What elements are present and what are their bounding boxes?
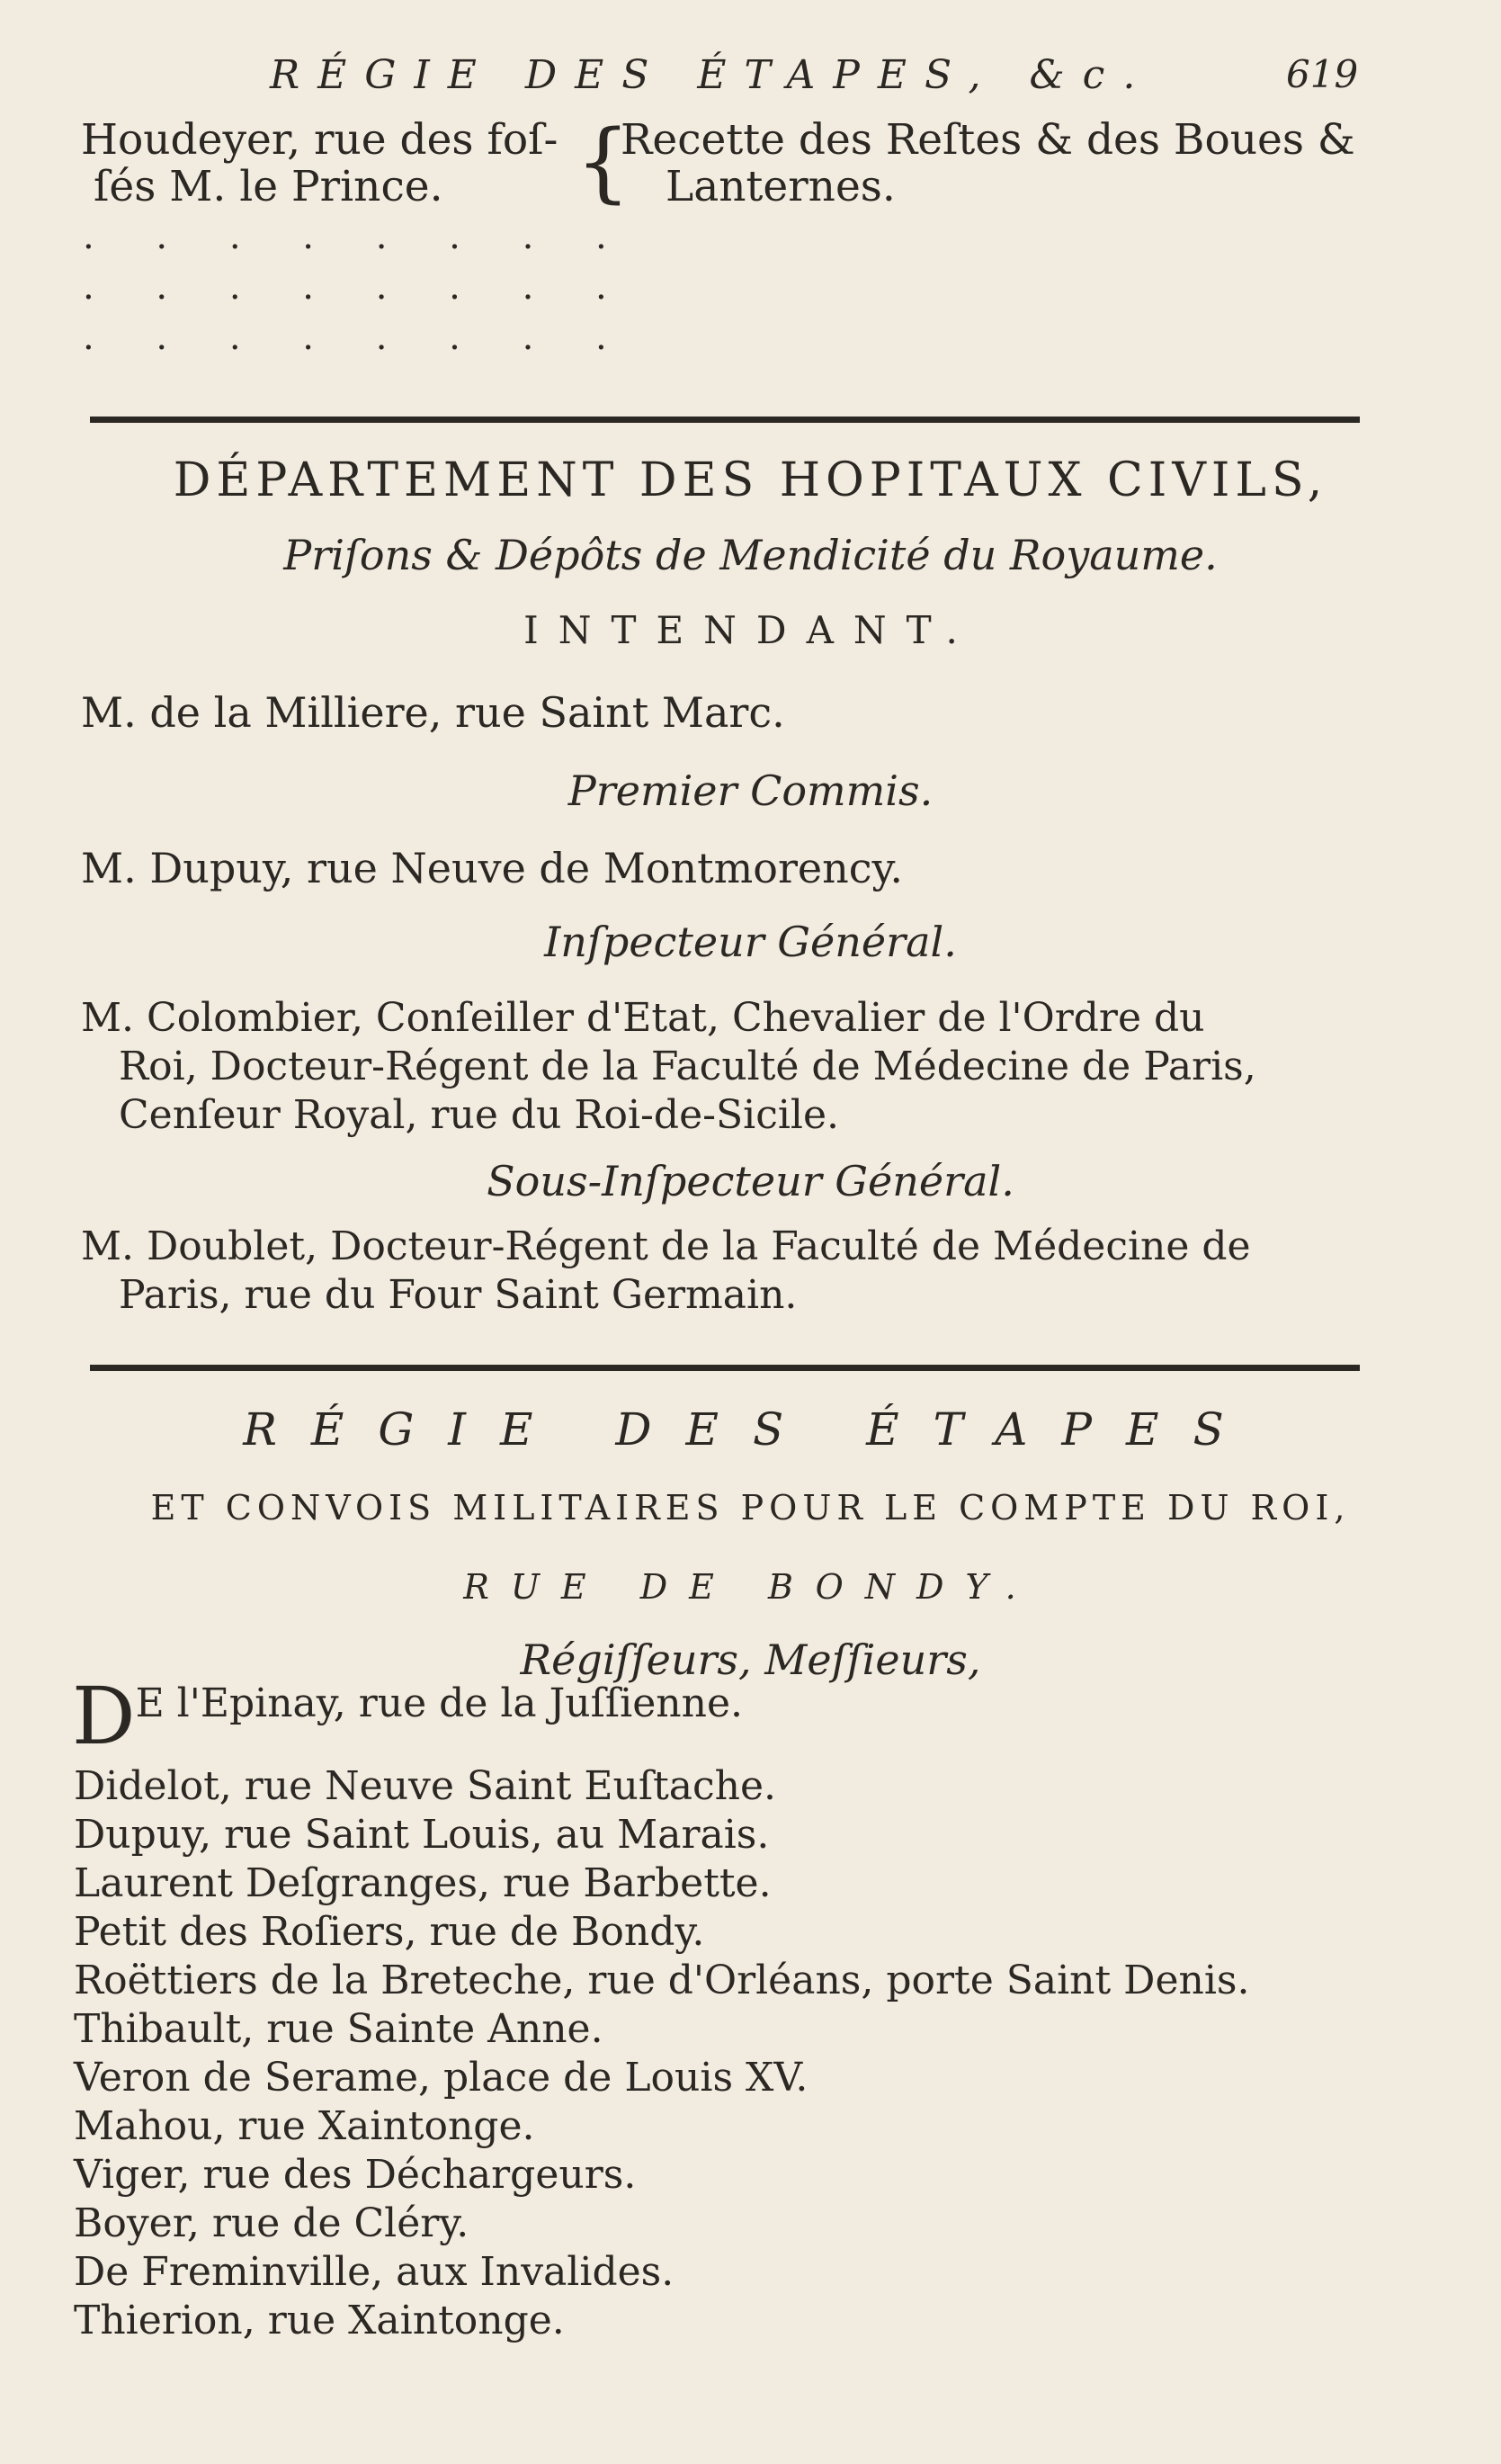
heading-premier-commis: Premier Commis.: [567, 766, 934, 815]
brace: {: [576, 112, 631, 212]
intendant-entry: M. de la Milliere, rue Saint Marc.: [81, 688, 785, 737]
list-item: Roëttiers de la Breteche, rue d'Orléans, porte Saint Denis.: [74, 1958, 1250, 2003]
heading-regisseurs: Régiſſeurs, Meſſieurs,: [520, 1635, 981, 1684]
list-item: [72, 1670, 743, 1762]
list-item: Thierion, rue Xaintonge.: [74, 2298, 565, 2343]
top-right-line-1: Recette des Reſtes & des Boues &: [621, 115, 1355, 165]
section-address: RUE DE BONDY.: [463, 1567, 1038, 1607]
drop-cap: D: [72, 1670, 136, 1762]
divider-rule: [90, 1365, 1360, 1371]
inspecteur-line-2: Roi, Docteur-Régent de la Faculté de Médecine de Paris,: [119, 1044, 1256, 1089]
running-head: [0, 52, 1501, 106]
inspecteur-line-1: M. Colombier, Conſeiller d'Etat, Chevalier de l'Ordre du: [81, 995, 1205, 1041]
page-number: 619: [1286, 52, 1359, 96]
top-left-line-2: ſés M. le Prince.: [94, 162, 443, 211]
list-item: Dupuy, rue Saint Louis, au Marais.: [74, 1812, 770, 1858]
divider-rule: [90, 417, 1360, 423]
sous-inspecteur-line-1: M. Doublet, Docteur-Régent de la Faculté de Médecine de: [81, 1223, 1251, 1269]
section-subtitle: Priſons & Dépôts de Mendicité du Royaume.: [283, 531, 1218, 579]
dot-row: . . . . . . . .: [83, 216, 632, 257]
top-right-line-2: Lanternes.: [666, 162, 896, 211]
section-subtitle: ET CONVOIS MILITAIRES POUR LE COMPTE DU ROI,: [150, 1488, 1351, 1528]
inspecteur-line-3: Cenſeur Royal, rue du Roi-de-Sicile.: [119, 1092, 840, 1138]
top-left-line-1: Houdeyer, rue des foſ-: [81, 115, 558, 165]
list-item: Laurent Deſgranges, rue Barbette.: [74, 1860, 772, 1906]
sous-inspecteur-line-2: Paris, rue du Four Saint Germain.: [119, 1272, 798, 1318]
list-item: Veron de Serame, place de Louis XV.: [74, 2055, 809, 2101]
list-item: De Freminville, aux Invalides.: [74, 2249, 675, 2295]
list-item: Boyer, rue de Cléry.: [74, 2200, 469, 2246]
dot-row: . . . . . . . .: [83, 317, 632, 358]
list-item: Viger, rue des Déchargeurs.: [74, 2152, 637, 2198]
list-item: Thibault, rue Sainte Anne.: [74, 2006, 603, 2052]
premier-commis-entry: M. Dupuy, rue Neuve de Montmorency.: [81, 844, 904, 892]
heading-inspecteur: Inſpecteur Général.: [544, 918, 957, 966]
running-head-title: RÉGIE DES ÉTAPES, &c.: [270, 52, 1154, 98]
list-item: Mahou, rue Xaintonge.: [74, 2103, 535, 2149]
heading-intendant: INTENDANT.: [523, 608, 978, 652]
section-title: DÉPARTEMENT DES HOPITAUX CIVILS,: [173, 453, 1328, 507]
heading-sous-inspecteur: Sous-Inſpecteur Général.: [487, 1157, 1014, 1205]
list-item: Petit des Roſiers, rue de Bondy.: [74, 1909, 705, 1955]
list-item-text: E l'Epinay, rue de la Juſſienne.: [135, 1680, 743, 1726]
dot-row: . . . . . . . .: [83, 266, 632, 308]
section-title: RÉGIE DES ÉTAPES: [243, 1403, 1258, 1456]
list-item: Didelot, rue Neuve Saint Euſtache.: [74, 1763, 777, 1809]
